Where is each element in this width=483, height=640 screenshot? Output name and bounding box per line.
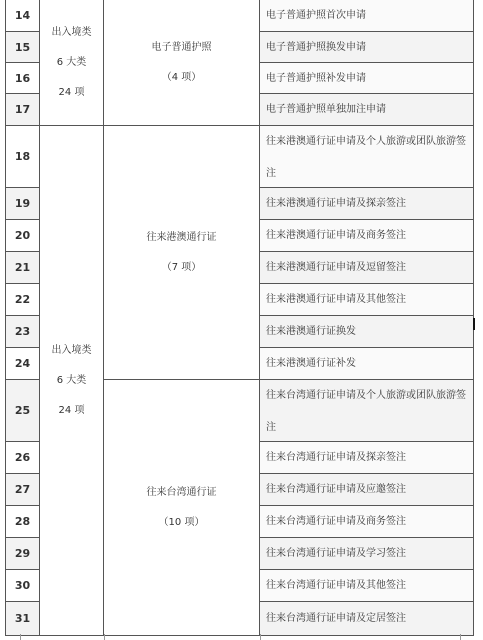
service-item — [259, 473, 474, 506]
row-number — [5, 251, 40, 284]
service-item — [259, 62, 474, 94]
category-cell — [39, 0, 104, 126]
bottom-tick — [20, 634, 21, 640]
row-number — [5, 537, 40, 570]
service-item-text: 往来港澳通行证补发 — [266, 358, 356, 369]
subgroup-cell — [103, 0, 260, 126]
bottom-tick — [104, 634, 105, 640]
row-number-text: 21 — [14, 261, 31, 274]
service-item-text: 往来台湾通行证申请及学习签注 — [266, 548, 406, 559]
row-number — [5, 283, 40, 316]
category-types: 6 大类 — [56, 374, 87, 386]
service-item-text: 往来台湾通行证申请及探亲签注 — [266, 452, 406, 463]
service-item-text: 往来港澳通行证申请及逗留签注 — [266, 262, 406, 273]
service-item-text: 往来港澳通行证申请及探亲签注 — [266, 198, 406, 209]
row-number-text: 26 — [14, 451, 31, 464]
subgroup-count: （7 项） — [161, 261, 202, 273]
row-number — [5, 125, 40, 188]
row-number — [5, 62, 40, 94]
service-item — [259, 441, 474, 474]
row-number-text: 18 — [14, 150, 31, 163]
service-item-text: 电子普通护照首次申请 — [266, 10, 366, 21]
subgroup-name: 电子普通护照 — [151, 41, 212, 53]
subgroup-cell — [103, 379, 260, 636]
service-item-text: 往来台湾通行证申请及商务签注 — [266, 516, 406, 527]
subgroup-count: （10 项） — [158, 516, 205, 528]
category-cell — [39, 125, 104, 636]
service-item — [259, 315, 474, 348]
row-number-text: 23 — [14, 325, 31, 338]
subgroup-cell — [103, 125, 260, 380]
row-number — [5, 0, 40, 32]
bottom-tick — [460, 634, 461, 640]
subgroup-count: （4 项） — [161, 71, 202, 83]
row-number-text: 20 — [14, 229, 31, 242]
row-number-text: 31 — [14, 612, 31, 625]
row-number — [5, 601, 40, 636]
row-number — [5, 315, 40, 348]
service-item-text: 往来港澳通行证申请及个人旅游或团队旅游签注 — [266, 136, 466, 179]
row-number — [5, 187, 40, 220]
row-number-text: 17 — [14, 103, 31, 116]
row-number-text: 24 — [14, 357, 31, 370]
row-number-text: 28 — [14, 515, 31, 528]
row-number-text: 29 — [14, 547, 31, 560]
service-item — [259, 125, 474, 188]
service-item-text: 电子普通护照补发申请 — [266, 72, 366, 84]
service-item-text: 往来台湾通行证申请及个人旅游或团队旅游签注 — [266, 390, 466, 433]
category-name: 出入境类 — [51, 26, 92, 38]
edge-mark — [473, 318, 475, 330]
row-number — [5, 505, 40, 538]
service-item — [259, 251, 474, 284]
service-item-text: 电子普通护照单独加注申请 — [266, 104, 386, 115]
row-number — [5, 379, 40, 442]
row-number-text: 19 — [14, 197, 31, 210]
service-item-text: 电子普通护照换发申请 — [266, 41, 366, 53]
service-table — [6, 0, 474, 636]
row-number — [5, 219, 40, 252]
row-number — [5, 347, 40, 380]
category-name: 出入境类 — [51, 344, 92, 356]
row-number-text: 30 — [14, 579, 31, 592]
service-item — [259, 505, 474, 538]
service-item — [259, 283, 474, 316]
row-number — [5, 473, 40, 506]
service-item — [259, 601, 474, 636]
service-item — [259, 187, 474, 220]
service-item — [259, 537, 474, 570]
service-item-text: 往来港澳通行证申请及其他签注 — [266, 294, 406, 305]
row-number-text: 16 — [14, 71, 31, 85]
service-item-text: 往来港澳通行证换发 — [266, 326, 356, 337]
service-item-text: 往来台湾通行证申请及应邀签注 — [266, 484, 406, 495]
service-item — [259, 93, 474, 126]
category-types: 6 大类 — [56, 56, 87, 68]
service-item — [259, 569, 474, 602]
row-number — [5, 93, 40, 126]
category-count: 24 项 — [58, 86, 85, 98]
subgroup-name: 往来台湾通行证 — [146, 486, 217, 498]
service-item — [259, 31, 474, 63]
row-number — [5, 441, 40, 474]
service-item — [259, 379, 474, 442]
row-number-text: 14 — [14, 9, 31, 22]
row-number-text: 15 — [14, 40, 31, 54]
service-item-text: 往来港澳通行证申请及商务签注 — [266, 230, 406, 241]
subgroup-name: 往来港澳通行证 — [146, 231, 217, 243]
row-number-text: 25 — [14, 404, 31, 417]
bottom-tick — [260, 634, 261, 640]
row-number — [5, 569, 40, 602]
service-item — [259, 219, 474, 252]
service-item — [259, 347, 474, 380]
service-item-text: 往来台湾通行证申请及定居签注 — [266, 613, 406, 624]
service-item-text: 往来台湾通行证申请及其他签注 — [266, 580, 406, 591]
row-number-text: 22 — [14, 293, 31, 306]
category-count: 24 项 — [58, 404, 85, 416]
row-number-text: 27 — [14, 483, 31, 496]
row-number — [5, 31, 40, 63]
service-item — [259, 0, 474, 32]
